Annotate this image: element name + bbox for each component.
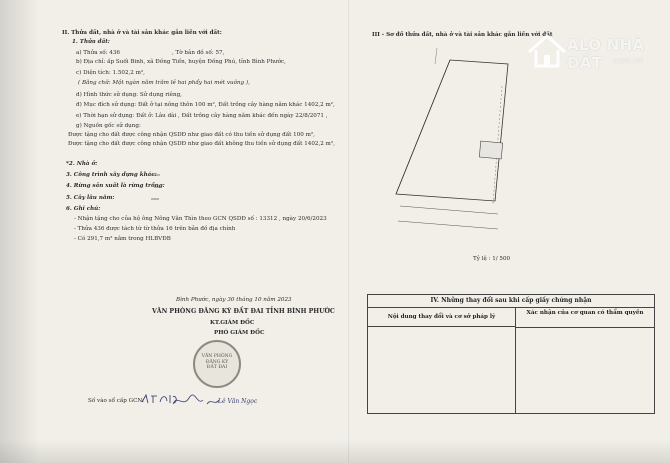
address: b) Địa chỉ: ấp Suối Binh, xã Đồng Tiến, huyện Đồng Phú, tỉnh Bình Phước, (76, 59, 286, 65)
house-heading: *2. Nhà ở: (66, 161, 98, 167)
origin-line-1: Được tặng cho đất được công nhận QSDĐ như giao đất có thu tiền sử dụng đất 100 m², (68, 132, 315, 138)
place-date: Bình Phước, ngày 30 tháng 10 năm 2023 (176, 297, 292, 303)
forest-heading: 4. Rừng sản xuất là rừng trồng: (66, 183, 165, 189)
cert-entry: Số vào sổ cấp GCN: (88, 398, 144, 404)
area-words: ( Bằng chữ: Một ngàn năm trăm lẻ hai phẩy hai mét vuông ), (78, 80, 250, 86)
notes-heading: 6. Ghi chú: (66, 206, 101, 212)
changes-col-confirm: Xác nhận của cơ quan có thẩm quyền (516, 308, 654, 328)
signer-name: Lê Văn Ngọc (218, 398, 258, 405)
blank-marks (150, 168, 170, 208)
kt-director: KT.GIÁM ĐỐC (210, 320, 255, 326)
changes-col-content: Nội dung thay đổi và cơ sở pháp lý (368, 308, 516, 327)
house-logo-icon (525, 28, 569, 72)
diagram-title: III - Sơ đồ thửa đất, nhà ở và tài sản khác gắn liền với đất (372, 32, 553, 38)
note-2: - Thửa 436 được tách từ từ thửa 16 trên bản đồ địa chính (74, 226, 236, 232)
page-fold (348, 0, 349, 463)
usage-term: e) Thời hạn sử dụng: Đất ở: Lâu dài , Đất trồng cây hàng năm khác đến ngày 22/8/2071 , (76, 113, 328, 119)
watermark-brand: ALO NHÀ ĐẤT (567, 36, 645, 72)
area: c) Diện tích: 1.502,2 m², (76, 70, 145, 76)
usage-form: d) Hình thức sử dụng: Sử dụng riêng, (76, 92, 182, 98)
origin-line-2: Được tặng cho đất được công nhận QSDĐ như giao đất không thu tiền sử dụng đất 1402,2 m², (68, 141, 335, 147)
changes-table-title: IV. Những thay đổi sau khi cấp giấy chứng nhận (368, 295, 654, 308)
section-title: II. Thửa đất, nhà ở và tài sản khác gắn liền với đất: (62, 30, 222, 36)
seal-text: VĂN PHÒNG ĐĂNG KÝ ĐẤT ĐAI (201, 354, 233, 370)
lot-number: a) Thửa số: 436 (76, 50, 120, 56)
changes-table (367, 294, 655, 414)
land-plot-diagram (380, 46, 560, 246)
shadow-left (0, 0, 40, 463)
usage-purpose: đ) Mục đích sử dụng: Đất ở tại nông thôn 100 m², Đất trồng cây hàng năm khác 1402,2 m², (76, 102, 335, 108)
issuing-office: VĂN PHÒNG ĐĂNG KÝ ĐẤT ĐAI TỈNH BÌNH PHƯỚC (152, 308, 335, 315)
map-sheet: , Tờ bản đồ số: 57, (172, 50, 225, 56)
deputy-director: PHÓ GIÁM ĐỐC (214, 330, 265, 336)
land-heading: 1. Thửa đất: (72, 39, 110, 45)
signature-scribble (167, 392, 277, 410)
perennial-heading: 5. Cây lâu năm: (66, 195, 115, 201)
origin: g) Nguồn gốc sử dụng: (76, 123, 141, 129)
note-1: - Nhận tặng cho của hộ ông Nông Văn Thìn theo GCN QSDĐ số : 13312 , ngày 20/6/2023 (74, 216, 327, 222)
note-3: - Có 291,7 m² nằm trong HLBVĐB (74, 236, 171, 242)
shadow-bottom (0, 440, 670, 463)
watermark-domain: .com.vn (611, 56, 643, 65)
construction-heading: 3. Công trình xây dựng khác: (66, 172, 157, 178)
scale-label: Tỷ lệ : 1/ 500 (473, 256, 511, 262)
handwritten-number (140, 392, 180, 406)
table-divider (515, 326, 516, 413)
